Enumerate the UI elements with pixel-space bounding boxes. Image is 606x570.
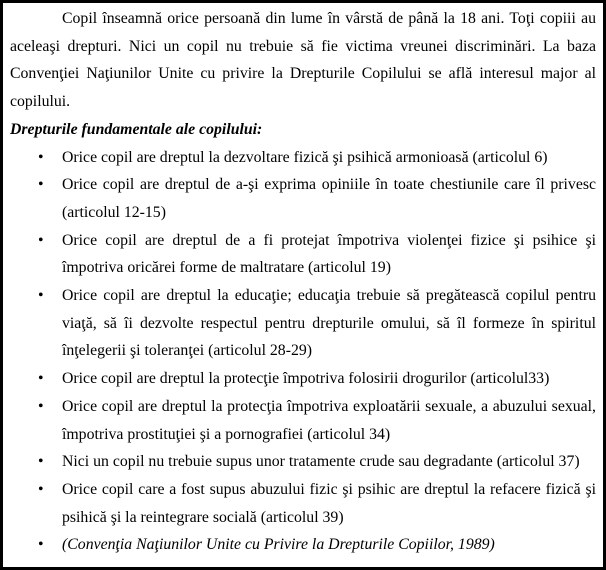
list-item-text: Nici un copil nu trebuie supus unor tratamente crude sau degradante (articolul 37) xyxy=(62,453,580,471)
list-item xyxy=(10,393,596,448)
list-item xyxy=(10,282,596,365)
list-item-text: Orice copil are dreptul de a fi protejat împotriva violenţei fizice şi psihice şi împotriva oricărei forme de maltratare (articolul 19) xyxy=(62,231,596,277)
bullet-icon: • xyxy=(38,453,44,471)
bullet-icon: • xyxy=(38,287,44,305)
list-item xyxy=(10,144,596,172)
list-item-text: Orice copil are dreptul de a-şi exprima opiniile în toate chestiunile care îl privesc (articolul 12-15) xyxy=(62,176,596,221)
intro-paragraph: Copil înseamnă orice persoană din lume în vârstă de până la 18 ani. Toţi copiii au aceleaşi drepturi. Nici un copil nu trebuie să fie victima vreunei discriminări. La baza Convenţiei Naţiunilor Unite cu privire la Drepturile Copilului se află interesul major al copilului. xyxy=(10,10,596,111)
list-item-text: Orice copil are dreptul la protecţia împotriva exploatării sexuale, a abuzului sexual, împotriva prostituţiei şi a pornografiei (articolul 34) xyxy=(62,397,596,443)
list-item xyxy=(10,365,596,393)
list-item xyxy=(10,476,596,531)
section-heading: Drepturile fundamentale ale copilului: xyxy=(10,120,263,138)
list-item-text: Orice copil are dreptul la dezvoltare fizică şi psihică armonioasă (articolul 6) xyxy=(62,148,548,166)
bullet-icon: • xyxy=(38,176,44,194)
list-item-text: Orice copil are dreptul la educaţie; educaţia trebuie să pregătească copilul pentru viaţă, să îi dezvolte respectul pentru drepturile omului, să îl formeze în spiritul înţelegerii şi toleranţei (articolul 28-29) xyxy=(62,287,596,360)
document-content xyxy=(3,3,603,559)
list-item xyxy=(10,227,596,282)
bullet-icon: • xyxy=(38,370,44,388)
list-item xyxy=(10,171,596,226)
list-item-text: Orice copil care a fost supus abuzului fizic şi psihic are dreptul la refacere fizică şi psihică şi la reintegrare socială (articolul 39) xyxy=(62,480,596,526)
bullet-icon: • xyxy=(38,480,44,498)
list-item-text: Orice copil are dreptul la protecţie împotriva folosirii drogurilor (articolul33) xyxy=(62,370,550,388)
rights-list xyxy=(10,144,596,560)
list-item xyxy=(10,531,596,559)
bullet-icon: • xyxy=(38,536,44,554)
bullet-icon: • xyxy=(38,397,44,415)
list-item xyxy=(10,448,596,476)
list-item-text: (Convenţia Naţiunilor Unite cu Privire la Drepturile Copiilor, 1989) xyxy=(62,536,495,554)
bullet-icon: • xyxy=(38,148,44,166)
bullet-icon: • xyxy=(38,231,44,249)
